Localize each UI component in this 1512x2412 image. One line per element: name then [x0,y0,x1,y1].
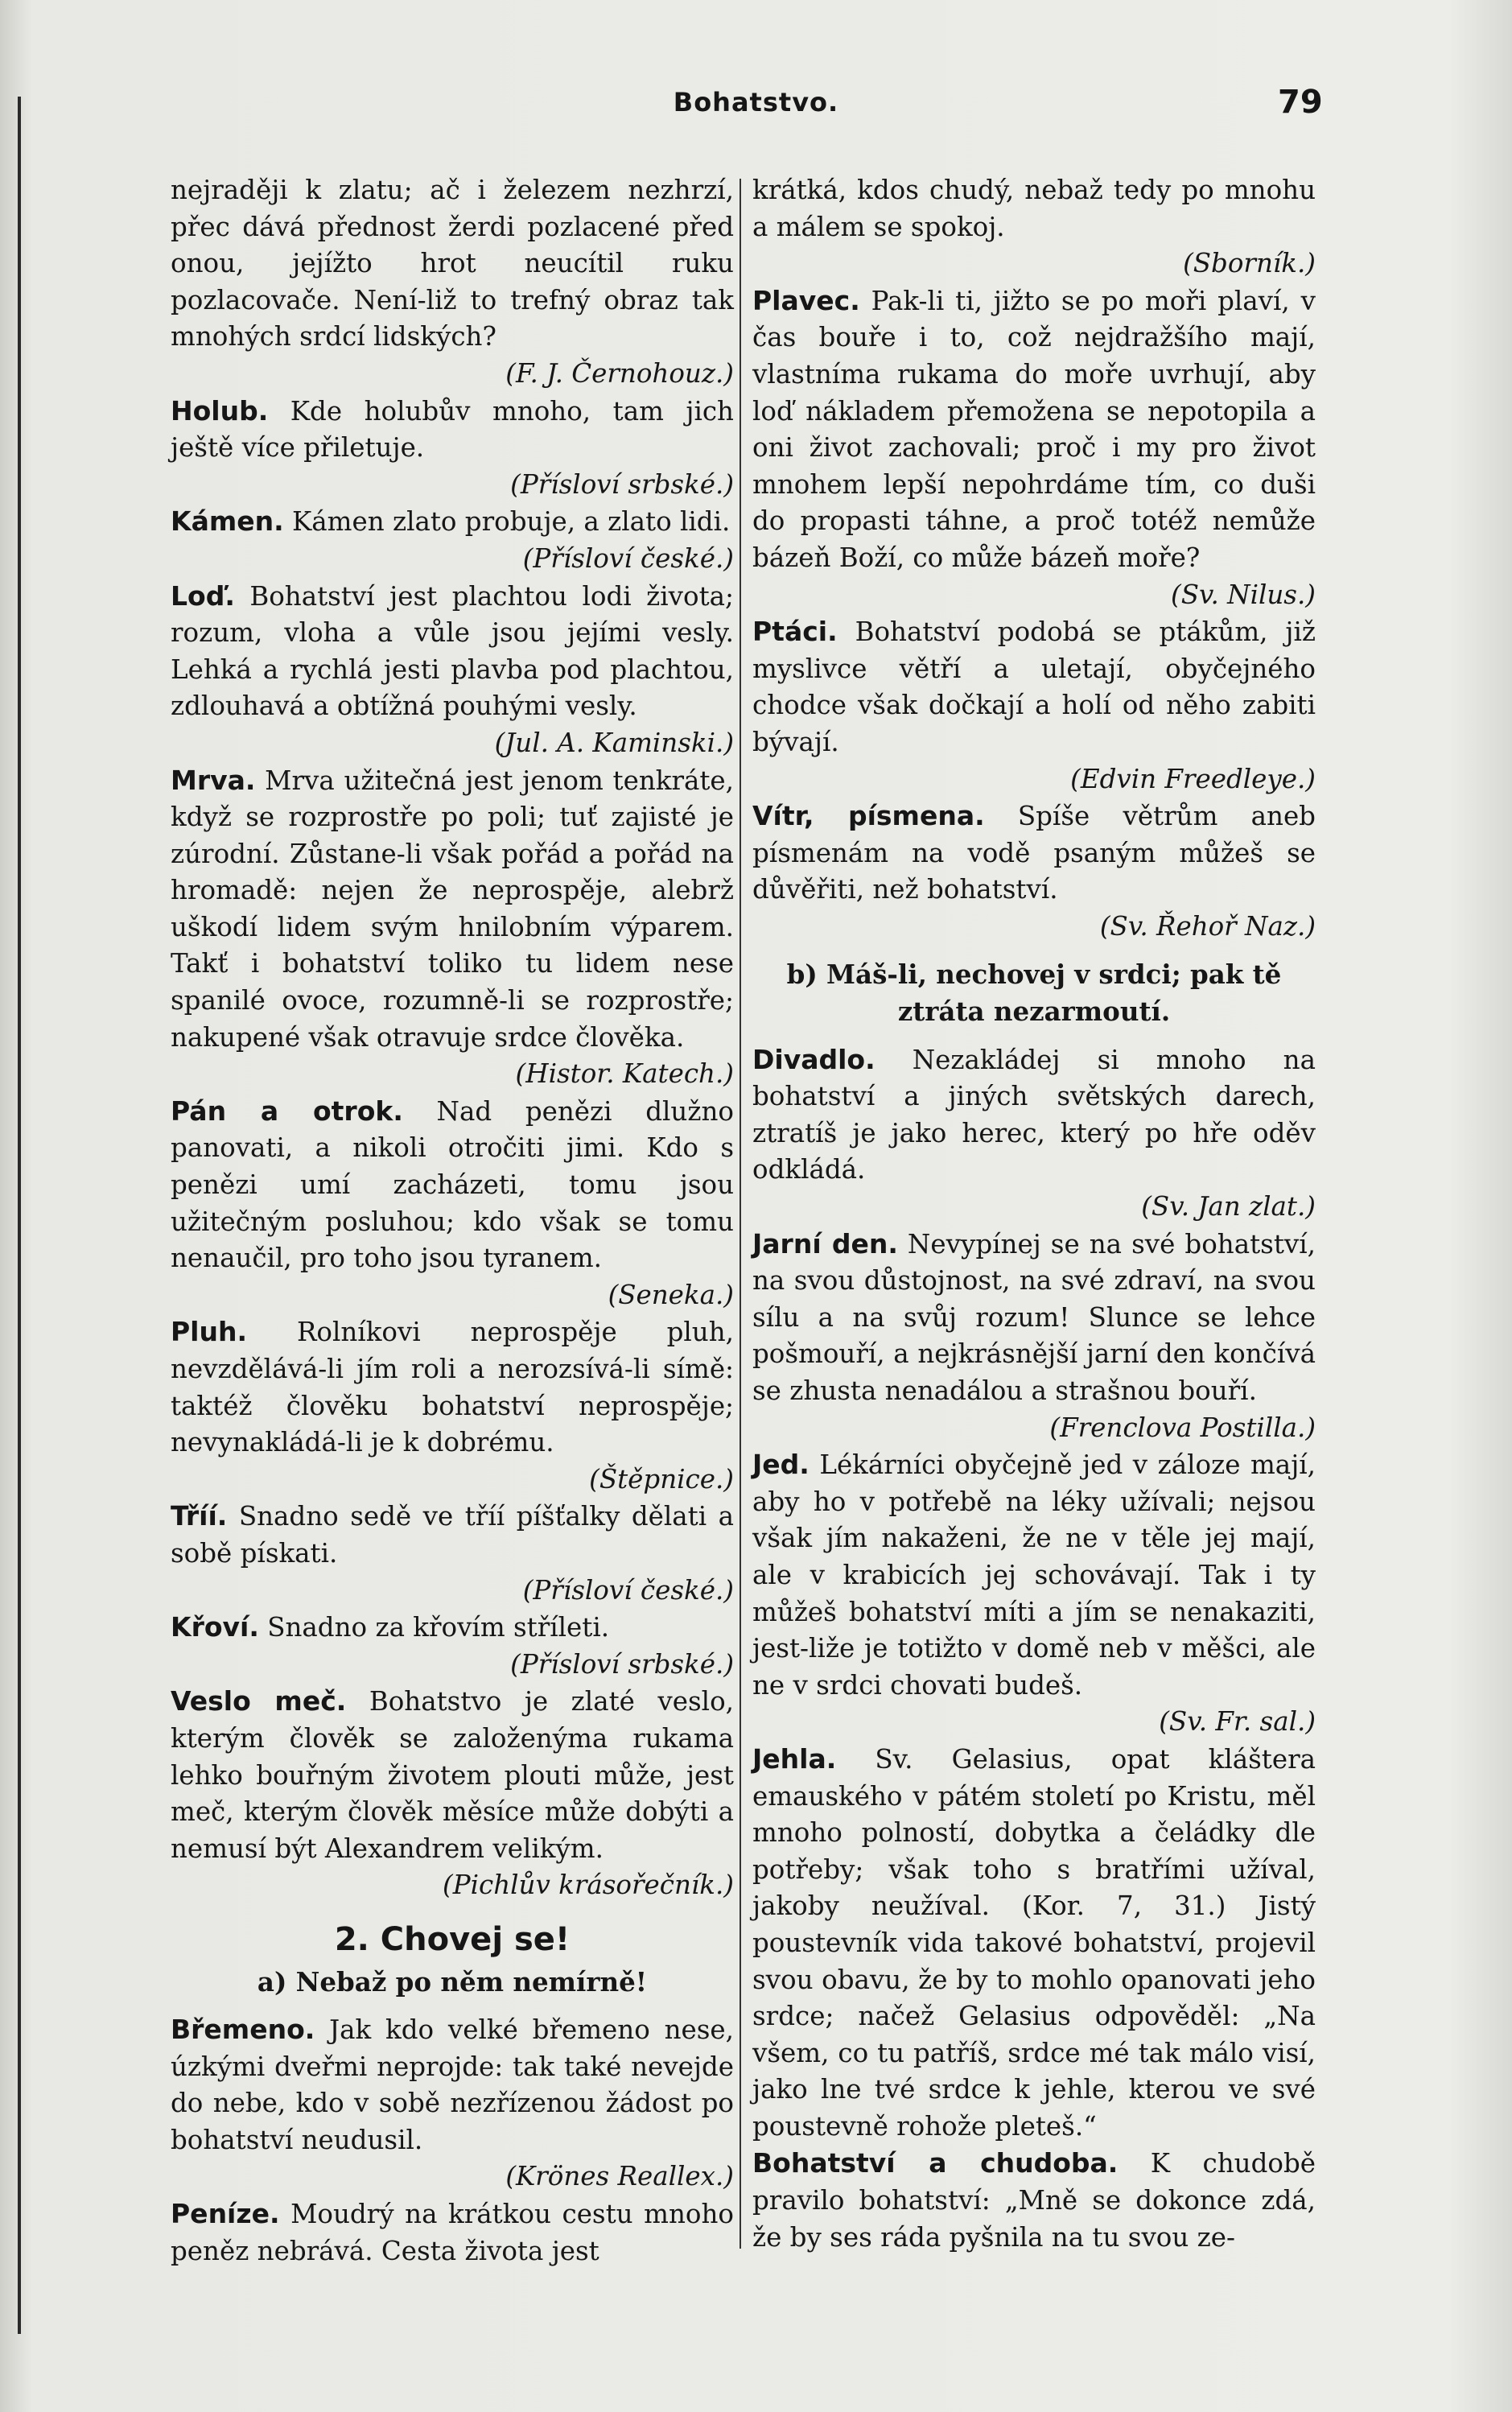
entry-cite: (Seneka.) [608,1279,734,1310]
entry-keyword: Veslo meč. [171,1685,347,1717]
entry-text: Rolníkovi neprospěje pluh, nevzdělává-li jím roli a nerozsívá-li símě: taktéž člověku bohatství neprospěje; nevynakládá-li je k dobrému. [171,1317,734,1458]
binding-edge [18,97,21,2334]
entry-cite: (Přísloví srbské.) [510,468,734,500]
spacer [752,945,1316,956]
entry-keyword: Holub. [171,394,269,427]
entry-cite: (Přísloví české.) [522,542,734,574]
column-divider [740,179,741,2249]
entry [171,2011,734,2196]
left-column [171,172,734,2270]
entry-text: Snadno za křovím stříleti. [267,1612,610,1643]
entry-text: K chudobě pravilo bohatství: „Mně se dokonce zdá, že by ses ráda pyšnila na tu svou ze- [752,2148,1316,2253]
entry-keyword: Bohatství a chudoba. [752,2147,1119,2179]
entry-keyword: Vítr, písmena. [752,800,985,832]
spacer [171,2000,734,2011]
entry [171,1313,734,1498]
entry-cite: (Štěpnice.) [589,1463,734,1495]
entry [752,798,1316,945]
entry-cite: (Sv. Nilus.) [1171,579,1316,610]
right-column [752,172,1316,2256]
entry-text: Bohatství jest plachtou lodi života; rozum, vloha a vůle jsou jejími vesly. Lehká a rychlá jesti plavba pod plachtou, zdlouhavá a obtížná pouhými vesly. [171,580,734,722]
entry-cite: (Přísloví srbské.) [510,1648,734,1680]
entry-keyword: Mrva. [171,764,256,796]
entry-cite: (Sv. Fr. sal.) [1159,1706,1316,1738]
subsection-a-heading: a) Nebaž po něm nemírně! [257,1965,648,1998]
entry [171,1683,734,1904]
spacer [752,1030,1316,1041]
entry-keyword: Pán a otrok. [171,1095,403,1127]
entry-text: Moudrý na krátkou cestu mnoho peněz nebrává. Cesta života jest [171,2199,734,2266]
entry-keyword: Tříí. [171,1500,228,1532]
entry-keyword: Peníze. [171,2198,280,2230]
entry-keyword: Břemeno. [171,2014,315,2046]
entry-cite: (Edvin Freedleye.) [1070,763,1316,794]
entry-text: Snadno sedě ve tříí píšťalky dělati a sobě pískati. [171,1501,734,1569]
entry-cite: (Histor. Katech.) [515,1058,734,1090]
left-intro-cite: (F. J. Černohouz.) [505,357,734,389]
subsection-b-heading: b) Máš-li, nechovej v srdci; pak tě ztráta nezarmoutí. [786,959,1282,1028]
entry [171,503,734,577]
entry-keyword: Jehla. [752,1742,837,1775]
entry-cite: (Frenclova Postilla.) [1049,1412,1316,1443]
page-number: 79 [1278,84,1323,121]
entry [171,1093,734,1314]
entry [752,613,1316,798]
entry [171,1498,734,1609]
entry [752,282,1316,613]
entry-text: Mrva užitečná jest jenom tenkráte, když se rozprostře po poli; tuť zajisté je zúrodní. Zůstane-li však pořád a pořád na hromadě: nejen že neprospěje, alebrž uškodí lidem svým hnilobním výparem. Takť i bohatství toliko tu lidem nese spanilé ovoce, rozumně-li se rozprostře; nakupené však otravuje srdce člověka. [171,765,734,1053]
entry-keyword: Jarní den. [752,1227,898,1260]
entry [752,1226,1316,1447]
entry [752,1041,1316,1226]
entry-keyword: Pluh. [171,1316,248,1348]
entry [171,762,734,1093]
entry-text: Kde holubův mnoho, tam jich ještě více přiletuje. [171,395,734,464]
entry-cite: (Jul. A. Kaminski.) [494,727,734,758]
entry-keyword: Loď. [171,579,235,612]
entry-cite: (Sv. Jan zlat.) [1141,1191,1316,1222]
entry-text: Nezakládej si mnoho na bohatství a jiných světských darech, ztratíš je jako herec, který po hře oděv odkládá. [752,1044,1316,1185]
entry-keyword: Plavec. [752,284,860,316]
section-heading: 2. Chovej se! [334,1920,571,1958]
entry [752,1446,1316,1741]
entry-cite: (Pichlův krásořečník.) [443,1870,734,1901]
left-intro: nejraději k zlatu; ač i železem nezhrzí, přec dává přednost žerdi pozlacené před onou, jejížto hrot neucítil ruku pozlacovače. Není-liž to trefný obraz tak mnohých srdcí lidských? [171,175,734,353]
entry-keyword: Ptáci. [752,616,838,648]
entry-text: Jak kdo velké břemeno nese, úzkými dveřmi neprojde: tak také nevejde do nebe, kdo v sobě nezřízenou žádost po bohatství neudusil. [171,2014,734,2155]
entry-text: Nevypínej se na své bohatství, na svou důstojnost, na své zdraví, na svou sílu a na svůj rozum! Slunce se lehce pošmouří, a nejkrásnější jarní den končívá se zhusta nenadálou a strašnou bouří. [752,1228,1316,1406]
entry [171,2196,734,2270]
entry-text: Bohatstvo je zlaté veslo, kterým člověk se založenýma rukama lehko bouřným životem plouti může, jest meč, kterým člověk měsíce může dobýti a nemusí být Alexandrem velikým. [171,1686,734,1864]
entry-keyword: Jed. [752,1449,810,1481]
entry-keyword: Kámen. [171,505,284,538]
entry [752,1741,1316,2146]
entry [171,578,734,762]
entry-text: Pak-li ti, jižto se po moři plaví, v čas bouře i to, což nejdražšího mají, vlastníma rukama do moře uvrhují, aby loď nákladem přemožena se nepotopila a oni život zachovali; proč i my pro život mnohem lepší nepohrdáme tím, co duši do propasti táhne, a proč totéž nemůže bázeň Boží, co může bázeň moře? [752,285,1316,573]
entry-cite: (Přísloví české.) [522,1574,734,1606]
running-header: Bohatstvo. [673,87,839,118]
entry-cite: (Sv. Řehoř Naz.) [1099,910,1316,942]
entry-text: Sv. Gelasius, opat kláštera emauského v pátém století po Kristu, měl mnoho polností, dobytka a čeládky dle potřeby; však toho s bratřími užíval, jakoby neužíval. (Kor. 7, 31.) Jistý poustevník vida takové bohatství, projevil svou obavu, že by to mohlo opanovati jeho srdce; načež Gelasius odpověděl: „Na všem, co tu patříš, srdce mé tak málo visí, jako lne tvé srdce k jehle, kterou ve své poustevně rohože pleteš.“ [752,1743,1316,2142]
entry [171,393,734,504]
entry-cite: (Krönes Reallex.) [505,2161,734,2192]
entry-text: Kámen zlato probuje, a zlato lidi. [291,506,731,538]
right-intro-cite: (Sborník.) [1183,248,1316,279]
entry-keyword: Křoví. [171,1611,259,1643]
entry-keyword: Divadlo. [752,1043,875,1075]
entry-text: Spíše větrům aneb písmenám na vodě psaným můžeš se důvěřiti, než bohatství. [752,801,1316,905]
entry [171,1609,734,1683]
entry-text: Nad penězi dlužno panovati, a nikoli otročiti jimi. Kdo s penězi umí zacházeti, tomu jsou užitečným posluhou; kdo však se tomu nenaučil, pro toho jsou tyranem. [171,1095,734,1274]
entry-text: Lékárníci obyčejně jed v záloze mají, aby ho v potřebě na léky užívali; nejsou však jím nakaženi, že ne v těle jej mají, ale v krabicích jej schovávají. Tak i ty můžeš bohatství míti a jím se nenakaziti, jest-liže je totižto v domě neb v měšci, ale ne v srdci chovati budeš. [752,1449,1316,1701]
right-intro: krátká, kdos chudý, nebaž tedy po mnohu a málem se spokoj. [752,175,1316,242]
entry-text: Bohatství podobá se ptákům, již myslivce větří a uletají, obyčejného chodce však dočkají a holí od něho zabiti bývají. [752,616,1316,757]
entry [752,2145,1316,2256]
